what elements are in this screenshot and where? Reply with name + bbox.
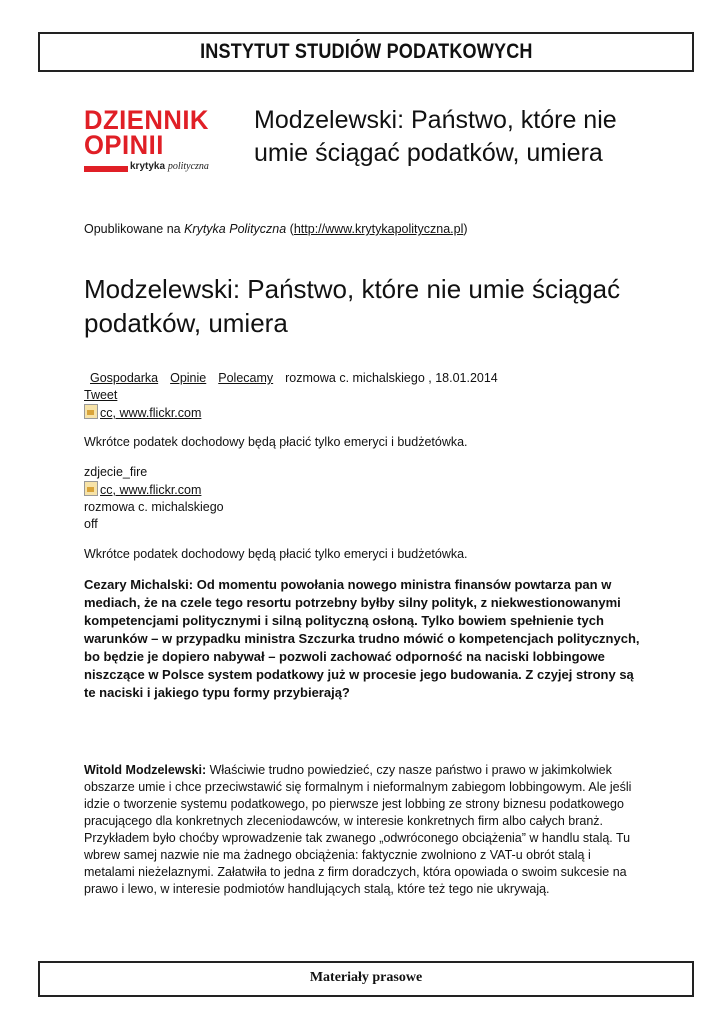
answer-text: Właściwie trudno powiedzieć, czy nasze państwo i prawo w jakimkolwiek obszarze umie i chce przeciwstawić się formalnym i nieformalnym zabiegom lobbingowym. Ale jeśli idzie o tworzenie systemu podatkowego, po pierwsze jest lobbing ze strony biznesu podatkowego pracującego dla konkretnych zleceniodawców, w interesie konkretnych firm albo całych branż. Przykładem było choćby wprowadzenie tak zwanego „odwróconego obciążenia” w handlu stalą. Tu wbrew samej nazwie nie ma żadnego obciążenia: faktycznie zwolniono z VAT-u obrót stalą i metalami nieżelaznymi. Załatwiła to jedna z firm doradczych, która opowiada o swoim sukcesie na prawo i lewo, w interesie podmiotów handlujących stalą, które też tego nie ukrywają. <box>84 763 632 896</box>
published-close: ) <box>463 222 468 236</box>
dziennik-opinii-logo[interactable] <box>84 105 224 178</box>
published-source: Krytyka Polityczna <box>184 222 287 236</box>
footer-banner <box>38 961 694 997</box>
logo-bar <box>84 166 128 172</box>
footer-label: Materiały prasowe <box>309 970 423 985</box>
tweet-link[interactable]: Tweet <box>84 388 118 402</box>
logo-sub-bold: krytyka <box>130 161 166 172</box>
image-credit-link-2[interactable]: cc, www.flickr.com <box>100 483 202 497</box>
header-banner <box>38 32 694 72</box>
image-flag: off <box>84 517 98 531</box>
broken-image-icon <box>84 404 98 419</box>
source-url-link[interactable]: http://www.krytykapolityczna.pl <box>293 222 464 236</box>
published-line <box>84 222 468 236</box>
image-block <box>84 464 644 533</box>
logo-sub-italic: polityczna <box>167 161 209 172</box>
lead-paragraph-repeat: Wkrótce podatek dochodowy będą płacić tylko emeryci i budżetówka. <box>84 547 468 561</box>
logo-line2: OPINII <box>84 130 164 160</box>
logo-subtitle <box>130 161 209 172</box>
article-meta <box>84 370 644 422</box>
lead-paragraph: Wkrótce podatek dochodowy będą płacić tylko emeryci i budżetówka. <box>84 435 468 449</box>
image-credit-link[interactable]: cc, www.flickr.com <box>100 406 202 420</box>
interview-question: Cezary Michalski: Od momentu powołania nowego ministra finansów powtarza pan w mediach, że na czele tego resortu potrzebny byłby silny polityk, z niekwestionowanymi kompetencjami politycznymi i silną polityczną osłoną. Tylko bowiem spełnienie tych warunków – w przypadku ministra Szczurka trudno mówić o kompetencjach politycznych, bo będzie je dopiero nabywał – pozwoli zachować odporność na naciski lobbingowe niszczące w Polsce system podatkowy już w procesie jego budowania. Z czyjej strony są te naciski i jakiego typu formy przybierają? <box>84 577 640 700</box>
page-title: Modzelewski: Państwo, które nie umie ściągać podatków, umiera <box>84 274 621 338</box>
category-link-polecamy[interactable]: Polecamy <box>218 371 274 385</box>
category-link-opinie[interactable]: Opinie <box>170 371 207 385</box>
header-article-title: Modzelewski: Państwo, które nie umie ściągać podatków, umiera <box>254 106 617 167</box>
answer-speaker: Witold Modzelewski: <box>84 763 207 777</box>
interview-answer <box>84 762 644 898</box>
published-open: ( <box>286 222 294 236</box>
image-byline: rozmowa c. michalskiego <box>84 500 224 514</box>
broken-image-icon <box>84 481 98 496</box>
published-prefix: Opublikowane na <box>84 222 185 236</box>
institute-name: INSTYTUT STUDIÓW PODATKOWYCH <box>199 40 533 63</box>
logo-line1: DZIENNIK <box>84 105 209 135</box>
byline: rozmowa c. michalskiego , 18.01.2014 <box>285 371 498 385</box>
category-link-gospodarka[interactable]: Gospodarka <box>90 371 159 385</box>
image-caption: zdjecie_fire <box>84 465 148 479</box>
